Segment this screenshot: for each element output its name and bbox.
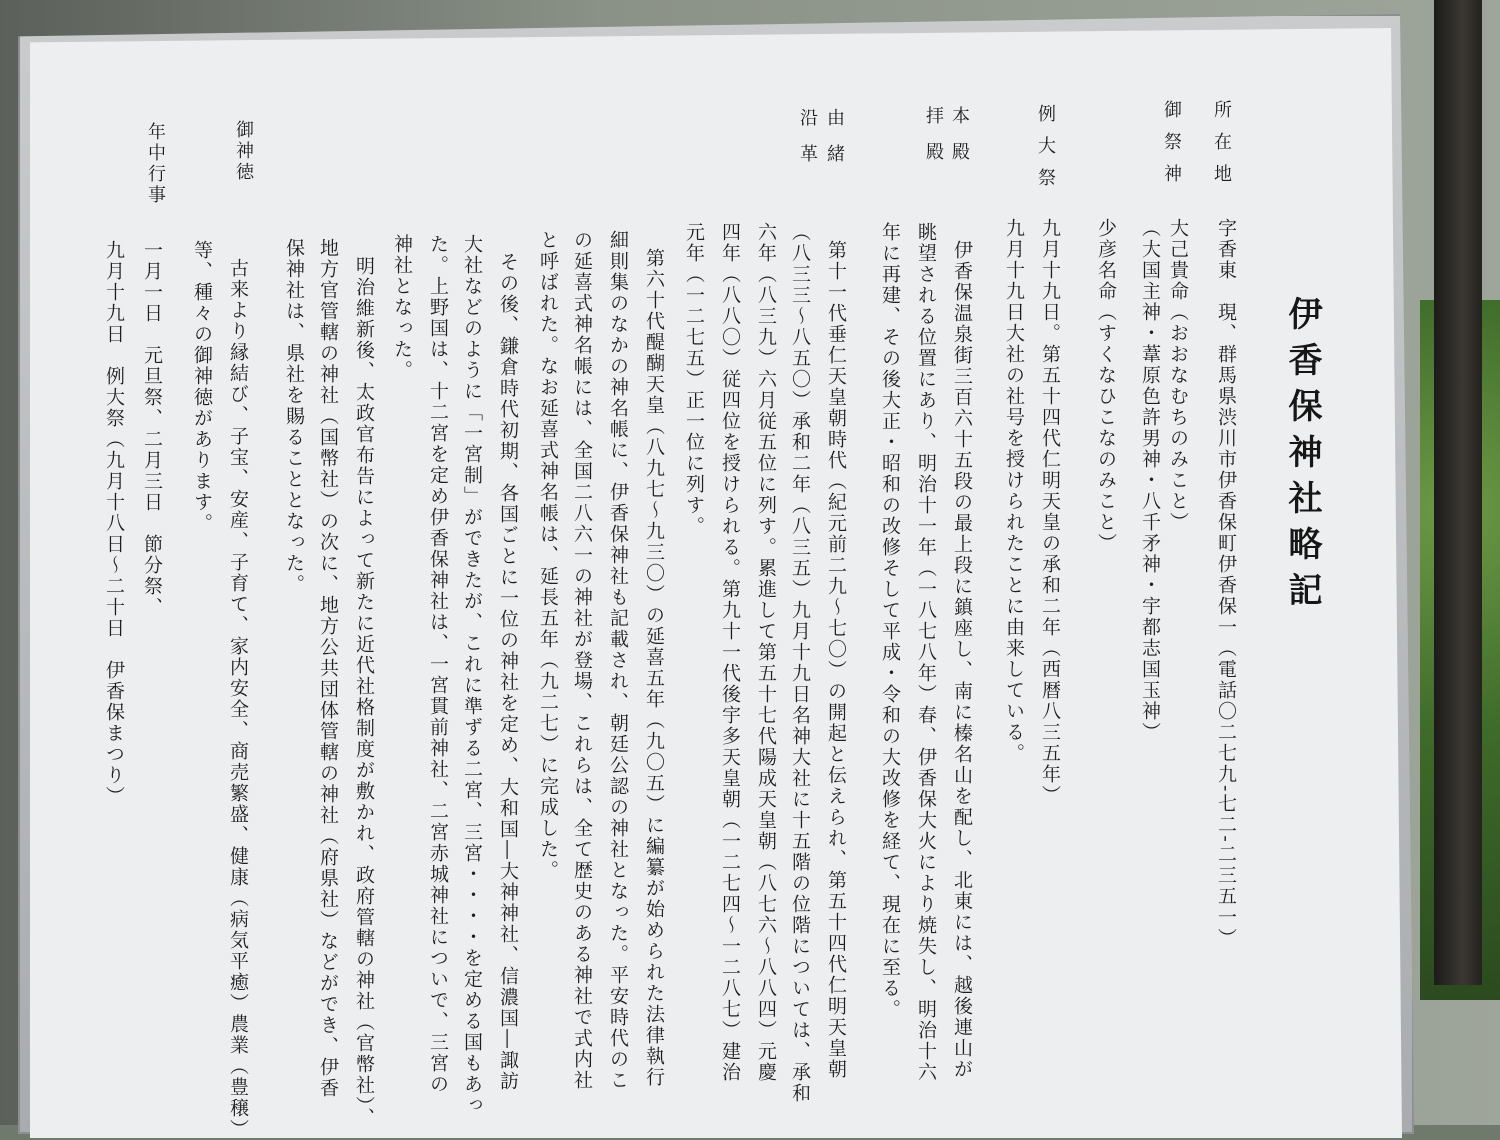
text-line: 字香東 現、群馬県渋川市伊香保町伊香保一（電話〇二七九-七二-二三五一） — [1215, 218, 1237, 949]
sign-title: 伊香保神社略記 — [1282, 296, 1322, 618]
text-line: 四年（八八〇）従四位を授けられる。第九十一代後宇多天皇朝（一二七四～一二八七）建治 — [719, 222, 741, 1083]
label-annual-events: 年中行事 — [145, 122, 166, 206]
text-line: 一月一日 元旦祭、二月三日 節分祭、 — [141, 240, 163, 618]
text-line: （八三三～八五〇）承和二年（八三五）九月十九日名神大社に十五階の位階については、承和 — [789, 222, 811, 1104]
text-line: 大己貴命（おおなむちのみこと） — [1167, 218, 1189, 533]
label-deity: 御祭神 — [1161, 100, 1182, 196]
text-line: 第六十代醍醐天皇（八九七～九三〇）の延喜五年（九〇五）に編纂が始められた法律執行 — [643, 248, 665, 1088]
text-line: 九月十九日 例大祭（九月十八日～二十日 伊香保まつり） — [103, 240, 125, 807]
text-line: 九月十九日。第五十四代仁明天皇の承和二年（西暦八三五年） — [1039, 218, 1061, 806]
label-history: 沿革 — [797, 108, 818, 180]
label-festival: 例大祭 — [1035, 104, 1056, 200]
wooden-post — [1434, 0, 1482, 985]
text-line: 地方官管轄の神社（国幣社）の次に、地方公共団体管轄の神社（府県社）などができ、伊香 — [317, 238, 339, 1099]
text-line: 九月十九日大社の社号を授けられたことに由来している。 — [1003, 218, 1025, 764]
label-virtue: 御神徳 — [233, 120, 254, 183]
label-location: 所在地 — [1211, 100, 1232, 196]
text-line: 眺望される位置にあり、明治十一年（一八七八年）春、伊香保大火により焼失し、明治十六 — [915, 222, 937, 1083]
label-worship-hall: 拝殿 — [923, 106, 944, 178]
text-line: 第十一代垂仁天皇朝時代（紀元前二九～七〇）の開起と伝えられ、第五十四代仁明天皇朝 — [825, 240, 847, 1080]
text-line: た。上野国は、十二宮を定め伊香保神社は、一宮貫前神社、二宮赤城神社についで、三宮の — [427, 234, 449, 1095]
text-line: 伊香保温泉街三百六十五段の最上段に鎮座し、南に榛名山を配し、北東には、越後連山が — [951, 240, 973, 1080]
text-line: （大国主神・葦原色許男神・八千矛神・宇都志国玉神） — [1139, 218, 1161, 743]
text-line: 年に再建、その後大正・昭和の改修そして平成・令和の大改修を経て、現在に至る。 — [879, 222, 901, 1020]
label-main-hall: 本殿 — [949, 106, 970, 178]
text-line: 明治維新後、太政官布告によって新たに近代社格制度が敷かれ、政府管轄の神社（官幣社）、 — [353, 256, 375, 1129]
text-line: 元年（一二七五）正一位に列す。 — [683, 222, 705, 537]
text-line: 神社となった。 — [391, 234, 413, 381]
text-line: 古来より縁結び、子宝、安産、子育て、家内安全、商売繁盛、健康（病気平癒）農業（豊穣） — [227, 258, 249, 1140]
label-origin: 由緒 — [824, 108, 845, 180]
text-line: と呼ばれた。なお延喜式神名帳は、延長五年（九二七）に完成した。 — [537, 230, 559, 881]
text-line: 保神社は、県社を賜ることとなった。 — [283, 238, 305, 595]
text-line: 少彦名命（すくなひこなのみこと） — [1095, 218, 1117, 554]
text-line: 大社などのように「一宮制」ができたが、これに準ずる二宮、三宮・・・・を定める国もあっ — [461, 234, 483, 1116]
text-line: 等、種々の御神徳があります。 — [191, 240, 213, 534]
text-line: の延喜式神名帳には、全国二八六一の神社が登場、これらは、全て歴史のある神社で式内社 — [571, 230, 593, 1091]
text-line: その後、鎌倉時代初期、各国ごとに一位の神社を定め、大和国―大神神社、信濃国―諏訪 — [497, 252, 519, 1092]
text-line: 六年（八三九）六月従五位に列す。累進して第五十七代陽成天皇朝（八七六～八八四）元慶 — [755, 222, 777, 1083]
text-line: 細則集のなかの神名帳に、伊香保神社も記載され、朝廷公認の神社となった。平安時代のこ — [607, 230, 629, 1091]
